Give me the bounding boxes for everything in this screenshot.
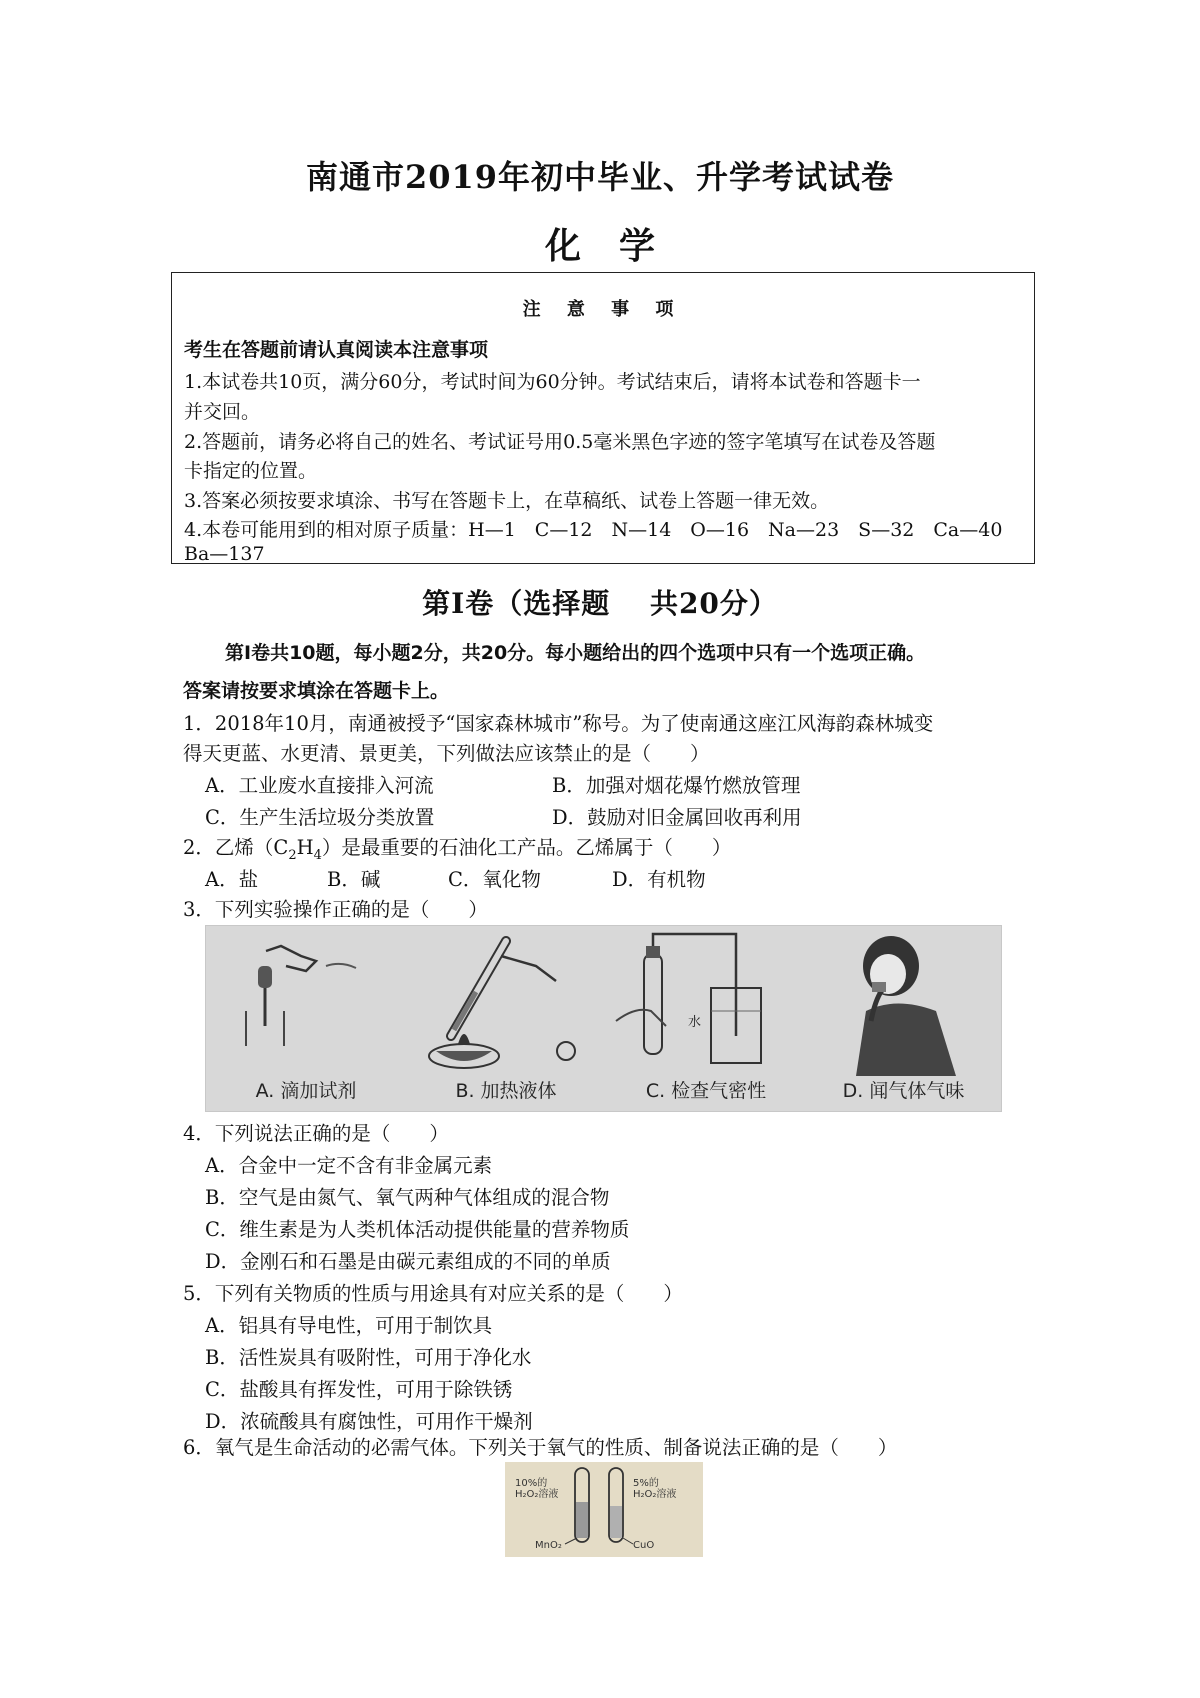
question-5-option-b: B．活性炭具有吸附性，可用于净化水 (205, 1346, 532, 1369)
left-tube-label: 10%的 H₂O₂溶液 (515, 1478, 559, 1500)
question-3-figure (205, 925, 1002, 1112)
question-4-stem: 4．下列说法正确的是（ ） (183, 1122, 449, 1145)
question-4-option-a: A．合金中一定不含有非金属元素 (205, 1154, 493, 1177)
notice-line: 4.本卷可能用到的相对原子质量：H—1 C—12 N—14 O—16 Na—23 S—32 Ca—40 (184, 519, 1003, 541)
airtightness-apparatus-icon (606, 926, 806, 1076)
figure-caption-b: B. 加热液体 (455, 1080, 557, 1102)
notice-line: 卡指定的位置。 (184, 460, 318, 482)
question-4-option-b: B．空气是由氮气、氧气两种气体组成的混合物 (205, 1186, 610, 1209)
dropper-icon (206, 926, 406, 1076)
question-6-figure (505, 1462, 703, 1557)
figure-panel-b (406, 926, 606, 1111)
notice-subheading: 考生在答题前请认真阅读本注意事项 (184, 339, 489, 361)
question-5-option-c: C．盐酸具有挥发性，可用于除铁锈 (205, 1378, 513, 1401)
question-1-option-c: C．生产生活垃圾分类放置 (205, 806, 435, 829)
notice-heading: 注 意 事 项 (522, 299, 684, 320)
question-5-option-d: D．浓硫酸具有腐蚀性，可用作干燥剂 (205, 1410, 533, 1433)
figure-panel-d (806, 926, 1001, 1111)
question-2-option-b: B．碱 (327, 868, 381, 891)
notice-box (171, 272, 1035, 564)
question-5-option-a: A．铝具有导电性，可用于制饮具 (205, 1314, 493, 1337)
question-2-option-a: A．盐 (205, 868, 259, 891)
question-1-option-a: A．工业废水直接排入河流 (205, 774, 434, 797)
question-4-option-d: D．金刚石和石墨是由碳元素组成的不同的单质 (205, 1250, 611, 1273)
question-3-stem: 3．下列实验操作正确的是（ ） (183, 898, 488, 921)
question-6-stem: 6．氧气是生命活动的必需气体。下列关于氧气的性质、制备说法正确的是（ ） (183, 1436, 898, 1459)
question-1-option-b: B．加强对烟花爆竹燃放管理 (552, 774, 801, 797)
section-instruction: 答案请按要求填涂在答题卡上。 (183, 680, 450, 702)
notice-line: 3.答案必须按要求填涂、书写在答题卡上，在草稿纸、试卷上答题一律无效。 (184, 490, 830, 512)
left-solid-label: MnO₂ (535, 1540, 562, 1551)
question-2-option-d: D．有机物 (612, 868, 706, 891)
question-2-option-c: C．氧化物 (448, 868, 541, 891)
question-1-stem: 得天更蓝、水更清、景更美，下列做法应该禁止的是（ ） (183, 742, 710, 765)
notice-line: 1.本试卷共10页，满分60分，考试时间为60分钟。考试结束后，请将本试卷和答题卡一 (184, 371, 921, 393)
figure-caption-a: A. 滴加试剂 (255, 1080, 357, 1102)
heating-tube-icon (406, 926, 606, 1076)
section-title: 第Ⅰ卷（选择题 共20分） (422, 587, 778, 620)
figure-caption-c: C. 检查气密性 (645, 1080, 767, 1102)
figure-panel-a (206, 926, 406, 1111)
exam-title: 南通市2019年初中毕业、升学考试试卷 (305, 158, 895, 196)
water-label: 水 (688, 1015, 702, 1030)
figure-panel-c (606, 926, 806, 1111)
right-solid-label: CuO (633, 1540, 655, 1551)
question-2-stem: 2．乙烯$(C_2H_4)$是最重要的石油化工产品。乙烯属于（ ） (183, 836, 732, 863)
subject-title: 化学 (544, 225, 693, 267)
figure-caption-d: D. 闻气体气味 (842, 1080, 965, 1102)
notice-line: 并交回。 (184, 401, 261, 423)
question-4-option-c: C．维生素是为人类机体活动提供能量的营养物质 (205, 1218, 630, 1241)
notice-line: Ba—137 (184, 543, 265, 565)
right-tube-label: 5%的 H₂O₂溶液 (633, 1478, 677, 1500)
section-instruction: 第Ⅰ卷共10题，每小题2分，共20分。每小题给出的四个选项中只有一个选项正确。 (225, 642, 926, 664)
notice-line: 2.答题前，请务必将自己的姓名、考试证号用0.5毫米黑色字迹的签字笔填写在试卷及答题 (184, 431, 936, 453)
question-1-option-d: D．鼓励对旧金属回收再利用 (552, 806, 802, 829)
question-1-stem: 1．2018年10月，南通被授予“国家森林城市”称号。为了使南通这座江风海韵森林城变 (183, 712, 934, 735)
person-smelling-icon (806, 926, 1001, 1076)
question-5-stem: 5．下列有关物质的性质与用途具有对应关系的是（ ） (183, 1282, 683, 1305)
